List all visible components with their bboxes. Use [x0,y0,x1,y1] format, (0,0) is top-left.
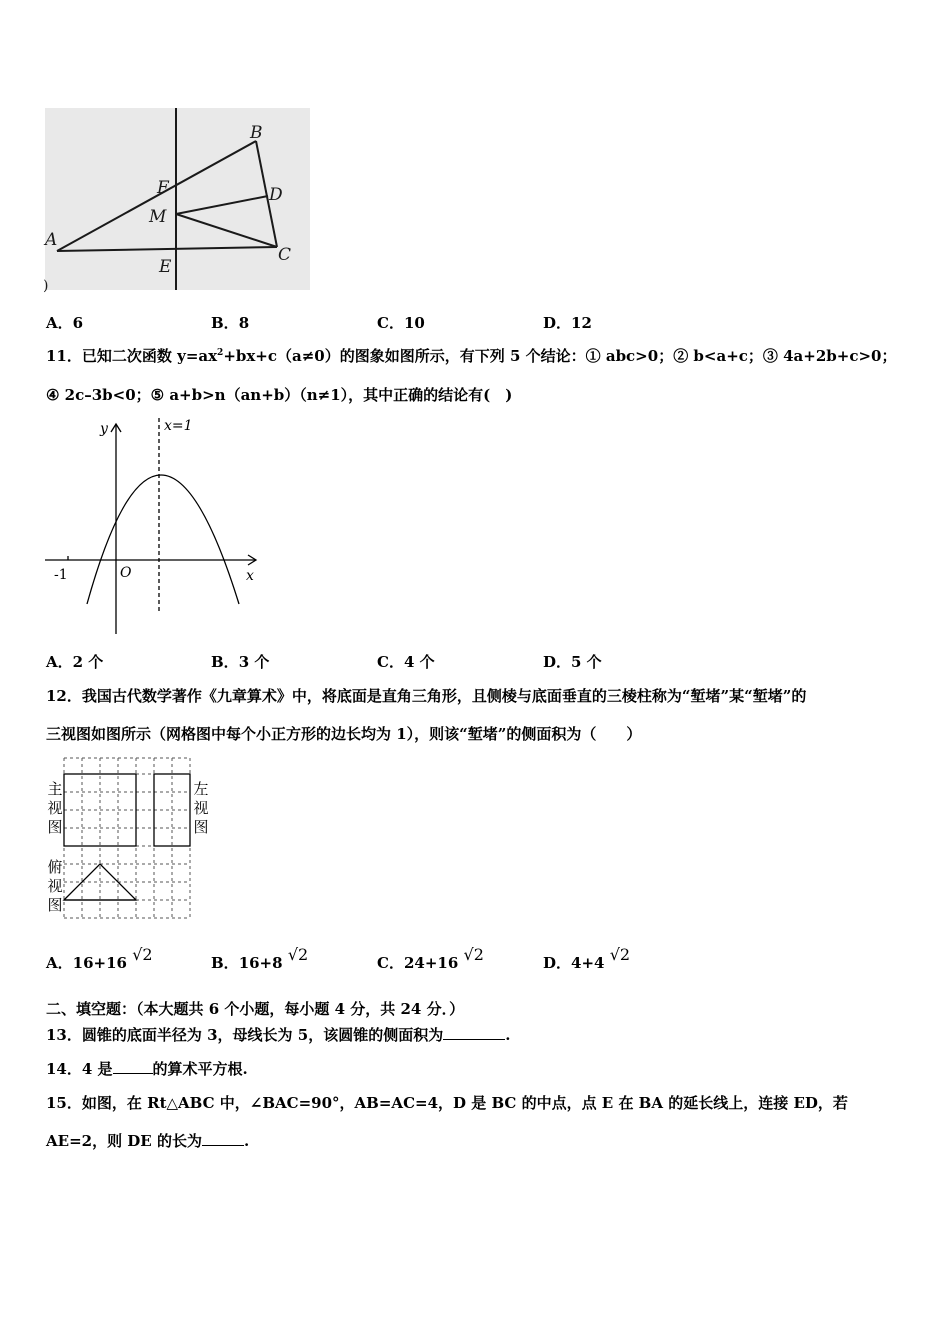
q11-text-line1: 11．已知二次函数 $y=ax^2+bx+c(a\ne 0)$的图象如图所示，有下列 5 个结论：① abc>0；② b<a+c；③ 4a+2b+c>0； [46,347,897,365]
q10-option-b: B．8 [211,314,250,332]
q12-three-view-figure [44,754,224,920]
label-a: A [45,230,58,250]
sqrt-2-symbol: √2 [287,945,309,964]
q12-grid-svg [44,754,224,920]
q11-text-line2: ④ 2c–3b<0；⑤ a+b>n（an+b）（n≠1），其中正确的结论有( ) [46,386,513,404]
y-axis-label: y [100,421,108,437]
q10-option-a: A．6 [46,314,84,332]
q12-text-line2: 三视图如图所示（网格图中每个小正方形的边长均为 1），则该“堑堵”的侧面积为（ ） [46,725,642,743]
label-d: D [269,185,283,205]
q11-option-b: B．3 个 [211,653,270,671]
symmetry-axis-label: x=1 [164,418,193,434]
q11-parabola-figure [40,414,270,638]
q12-option-d: D．4+4 √2 [543,945,631,972]
q10-option-d: D．12 [543,314,592,332]
label-e: E [159,257,172,277]
label-m: M [149,207,167,227]
minus-one-label: -1 [54,567,68,583]
q13-answer-blank[interactable] [443,1025,505,1040]
q11-option-c: C．4 个 [377,653,435,671]
top-view-label: 俯 视 图 [47,858,63,914]
q15-answer-blank[interactable] [202,1131,244,1146]
q15-text-line2: AE=2，则 DE 的长为 . [46,1132,250,1150]
q13-text: 13．圆锥的底面半径为 3，母线长为 5，该圆锥的侧面积为 . [46,1026,511,1044]
q10-figure [43,108,310,294]
sqrt-2-symbol: √2 [609,945,631,964]
x-axis-label: x [246,568,254,584]
q12-text-line1: 12．我国古代数学著作《九章算术》中，将底面是直角三角形，且侧棱与底面垂直的三棱柱称为“堑堵”某“堑堵”的 [46,687,807,705]
q14-text: 14．4 是 的算术平方根. [46,1060,248,1078]
q15-text-line1: 15．如图，在 Rt△ABC 中，∠BAC=90°，AB=AC=4，D 是 BC 的中点，点 E 在 BA 的延长线上，连接 ED，若 [46,1094,848,1112]
q11-option-d: D．5 个 [543,653,602,671]
q10-option-c: C．10 [377,314,425,332]
sqrt-2-symbol: √2 [463,945,484,964]
q10-figure-svg [43,108,310,294]
sqrt-2-symbol: √2 [132,945,153,964]
q14-answer-blank[interactable] [113,1059,153,1074]
q11-option-a: A．2 个 [46,653,104,671]
q11-parabola-svg [40,414,270,638]
label-b: B [250,123,263,143]
section2-title: 二、填空题：（本大题共 6 个小题，每小题 4 分，共 24 分．） [46,1000,465,1018]
label-edge-fragment: ) [43,278,49,294]
origin-label: O [120,565,132,581]
label-c: C [278,245,292,265]
parabola-curve [87,475,239,604]
label-f: F [157,178,169,198]
grid-lines [64,758,190,918]
q12-option-a: A．16+16 √2 [46,945,153,972]
q12-option-b: B．16+8 √2 [211,945,309,972]
front-view-label: 主 视 图 [47,780,63,836]
left-view-label: 左 视 图 [193,780,209,836]
q12-option-c: C．24+16 √2 [377,945,484,972]
